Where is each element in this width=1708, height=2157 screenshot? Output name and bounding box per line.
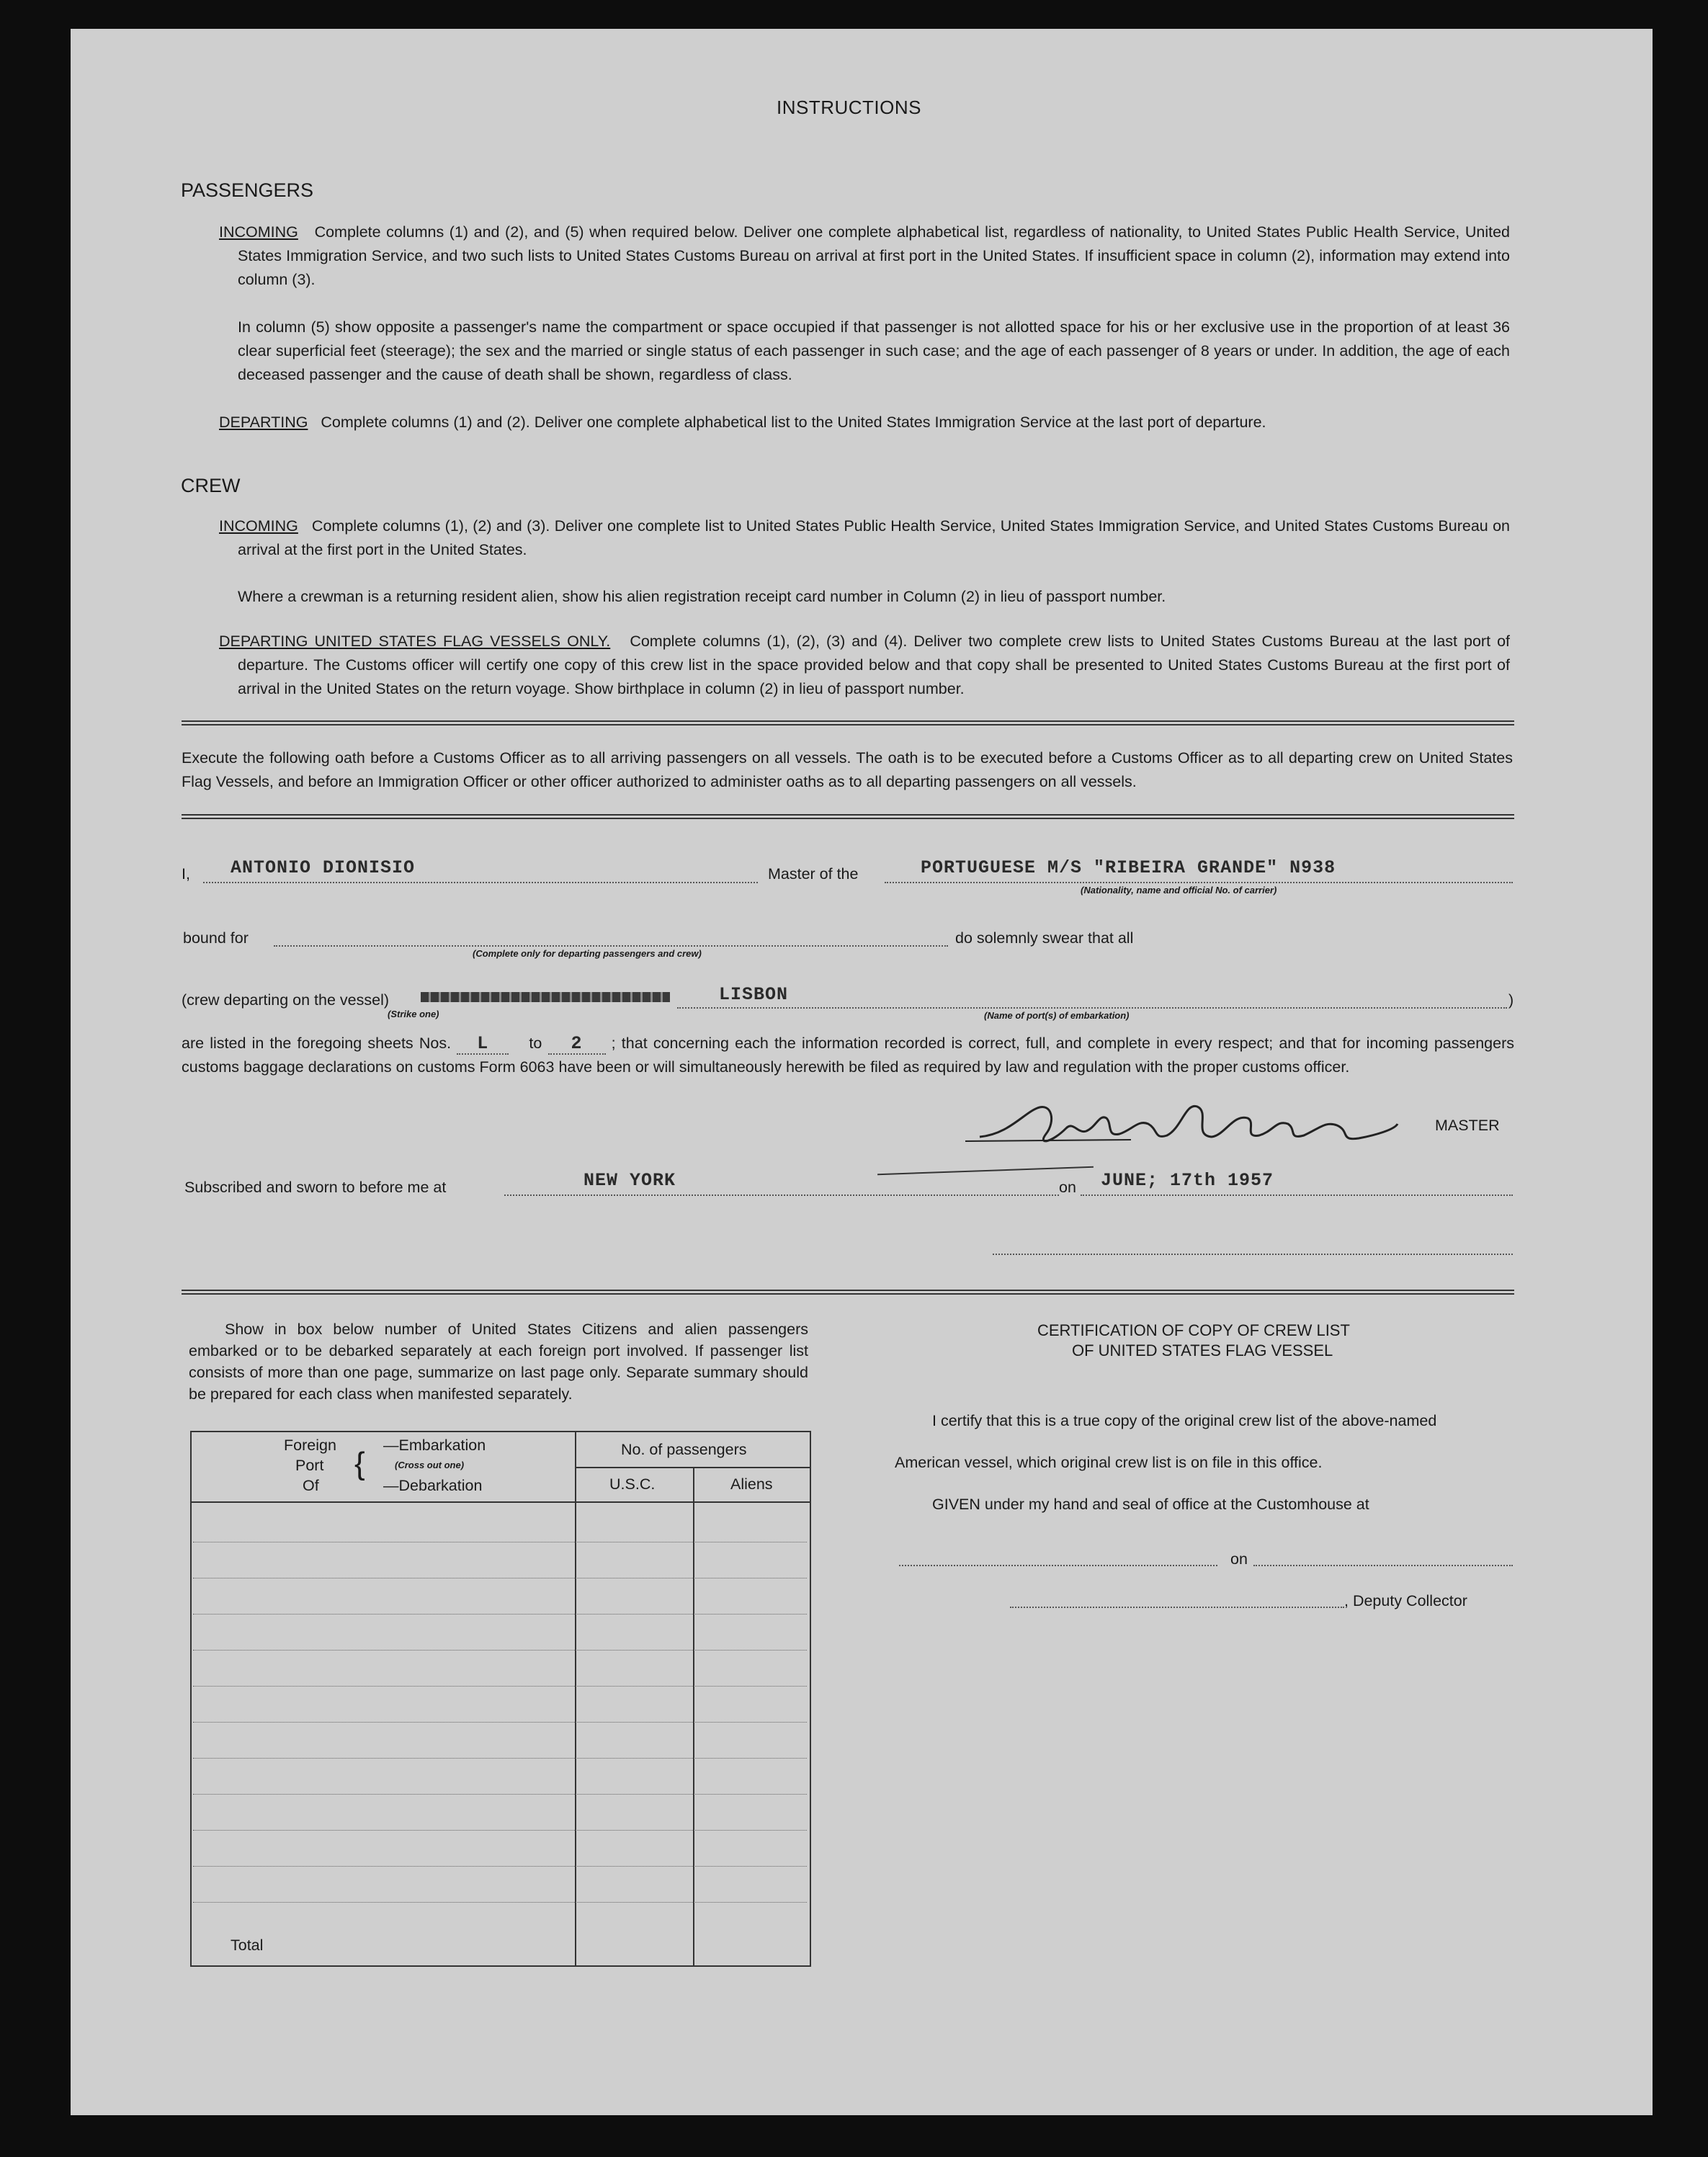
table-row[interactable] (193, 1830, 807, 1831)
bound-note: (Complete only for departing passengers and crew) (473, 948, 702, 959)
struck-out-text (421, 992, 670, 1002)
table-total: Total (231, 1937, 264, 1954)
passengers-heading: PASSENGERS (181, 179, 314, 201)
vessel-line (885, 882, 1513, 883)
passengers-incoming-paragraph (219, 220, 1510, 292)
table-foreign: Foreign (284, 1437, 336, 1454)
table-of: Of (303, 1477, 319, 1494)
crew-incoming-text: Complete columns (1), (2) and (3). Deliver one complete list to United States Public Health Service, United States Immigration Service, and United States Customs Bureau on arrival at the first port in the United States. (238, 517, 1510, 558)
crew-departing-vessel-label: (crew departing on the vessel) (182, 991, 390, 1009)
table-port: Port (295, 1457, 324, 1474)
table-cross-out: (Cross out one) (395, 1460, 465, 1470)
sheet-to-field[interactable]: 2 (548, 1035, 606, 1055)
table-aliens: Aliens (730, 1475, 773, 1493)
table-header-rule (190, 1501, 810, 1503)
vessel-note: (Nationality, name and official No. of carrier) (1081, 885, 1277, 896)
table-debarkation: —Debarkation (383, 1477, 483, 1494)
master-name-field[interactable]: ANTONIO DIONISIO (231, 857, 416, 878)
table-row[interactable] (193, 1794, 807, 1795)
table-subheader-rule (575, 1467, 810, 1468)
table-column-rule (575, 1431, 576, 1965)
to-label: to (529, 1035, 542, 1052)
oath-i-label: I, (182, 865, 190, 883)
deputy-signature-field[interactable] (1010, 1607, 1344, 1608)
certification-text-1: I certify that this is a true copy of the original crew list of the above-named (932, 1412, 1437, 1429)
listed-paragraph (182, 1032, 1514, 1079)
table-row[interactable] (193, 1614, 807, 1615)
certification-heading-2: OF UNITED STATES FLAG VESSEL (1072, 1341, 1333, 1359)
passengers-column5-text: In column (5) show opposite a passenger's name the compartment or space occupied if that passenger is not allotted space for his or her exclusive use in the proportion of at least 36 clear superficial feet (steerage); the sex and the married or single status of each passenger in such case; and the age of each passenger of 8 years or under. In addition, the age of each deceased passenger and the cause of death shall be shown, regardless of class. (238, 318, 1510, 383)
sworn-date-line (1081, 1194, 1513, 1196)
certification-text-3: GIVEN under my hand and seal of office at the Customhouse at (932, 1496, 1369, 1513)
sheet-from-field[interactable]: L (457, 1035, 509, 1055)
listed-label: are listed in the foregoing sheets Nos. (182, 1035, 452, 1052)
master-of-label: Master of the (768, 865, 859, 883)
certification-date-field[interactable] (1253, 1565, 1513, 1566)
swear-label: do solemnly swear that all (955, 929, 1134, 947)
crew-departing-label: DEPARTING UNITED STATES FLAG VESSELS ONLY. (219, 633, 611, 650)
vessel-field[interactable]: PORTUGUESE M/S "RIBEIRA GRANDE" N938 (921, 857, 1336, 878)
sworn-date-field[interactable]: JUNE; 17th 1957 (1101, 1170, 1274, 1191)
divider (182, 720, 1514, 725)
table-row[interactable] (193, 1902, 807, 1903)
summary-instructions: Show in box below number of United States Citizens and alien passengers embarked or to be debarked separately at each foreign port involved. If passenger list consists of more than one page, summarize on last page only. Separate summary should be prepared for each class when manifested separately. (189, 1321, 808, 1403)
master-name-line (203, 882, 758, 883)
oath-intro: Execute the following oath before a Customs Officer as to all arriving passengers on all vessels. The oath is to be executed before a Customs Officer as to all departing crew on United States Flag Vessels, and before an Immigration Officer or other officer authorized to administer oaths as to all departing passengers on all vessels. (182, 749, 1513, 790)
crew-heading: CREW (181, 475, 241, 496)
port-field[interactable]: LISBON (719, 984, 789, 1005)
bound-for-label: bound for (183, 929, 249, 947)
table-row[interactable] (193, 1758, 807, 1759)
strike-note: (Strike one) (388, 1009, 439, 1019)
officer-signature-field[interactable] (993, 1254, 1513, 1255)
passengers-incoming-text: Complete columns (1) and (2), and (5) when required below. Deliver one complete alphabetical list, regardless of nationality, to United States Public Health Service, United States Immigration Service, and two such lists to United States Customs Bureau on arrival at first port in the United States. If insufficient space in column (2), information may extend into column (3). (238, 223, 1510, 288)
passengers-departing-label: DEPARTING (219, 414, 308, 431)
port-line (677, 1007, 1507, 1009)
listed-text: ; that concerning each the information recorded is correct, full, and complete in every respect; and that for incoming passengers customs baggage declarations on customs Form 6063 have been or will simultaneously herewith be filed as required by law and regulation with the proper customs officer. (182, 1035, 1515, 1076)
bound-for-field[interactable] (274, 945, 948, 947)
subscribed-label: Subscribed and sworn to before me at (184, 1179, 447, 1196)
certification-text-2: American vessel, which original crew list is on file in this office. (895, 1454, 1323, 1471)
summary-table (190, 1431, 811, 1967)
divider (182, 1290, 1514, 1295)
deputy-collector-label: , Deputy Collector (1344, 1592, 1467, 1609)
crew-incoming-paragraph (219, 514, 1510, 562)
divider (182, 814, 1514, 819)
crew-incoming-label: INCOMING (219, 517, 298, 535)
master-label: MASTER (1435, 1117, 1500, 1134)
table-row[interactable] (193, 1722, 807, 1723)
close-paren: ) (1508, 991, 1514, 1009)
page-title: INSTRUCTIONS (777, 97, 921, 118)
customhouse-field[interactable] (899, 1565, 1217, 1566)
passengers-departing-paragraph (219, 411, 1510, 434)
certification-on-label: on (1230, 1550, 1248, 1568)
passengers-departing-text: Complete columns (1) and (2). Deliver one complete alphabetical list to the United States Immigration Service at the last port of departure. (321, 414, 1266, 431)
table-row[interactable] (193, 1866, 807, 1867)
passengers-incoming-label: INCOMING (219, 223, 298, 241)
table-embarkation: —Embarkation (383, 1437, 486, 1454)
table-row[interactable] (193, 1686, 807, 1687)
certification-heading-1: CERTIFICATION OF COPY OF CREW LIST (1037, 1321, 1350, 1339)
port-note: (Name of port(s) of embarkation) (984, 1010, 1130, 1021)
table-usc: U.S.C. (609, 1475, 656, 1493)
sworn-place-field[interactable]: NEW YORK (584, 1170, 676, 1191)
crew-resident-text: Where a crewman is a returning resident alien, show his alien registration receipt card number in Column (2) in lieu of passport number. (238, 588, 1166, 605)
table-no-of-passengers: No. of passengers (621, 1441, 747, 1458)
crew-departing-text: Complete columns (1), (2), (3) and (4). Deliver two complete crew lists to United States Customs Bureau at the last port of departure. The Customs officer will certify one copy of this crew list in the space provided below and that copy shall be presented to United States Customs Bureau at the first port of arrival in the United States on the return voyage. Show birthplace in column (2) in lieu of passport number. (238, 633, 1511, 697)
table-brace: { (354, 1446, 365, 1481)
sworn-place-line (504, 1194, 1059, 1196)
table-row[interactable] (193, 1650, 807, 1651)
on-label: on (1059, 1179, 1076, 1196)
master-signature (965, 1092, 1426, 1171)
crew-departing-paragraph (219, 630, 1511, 701)
